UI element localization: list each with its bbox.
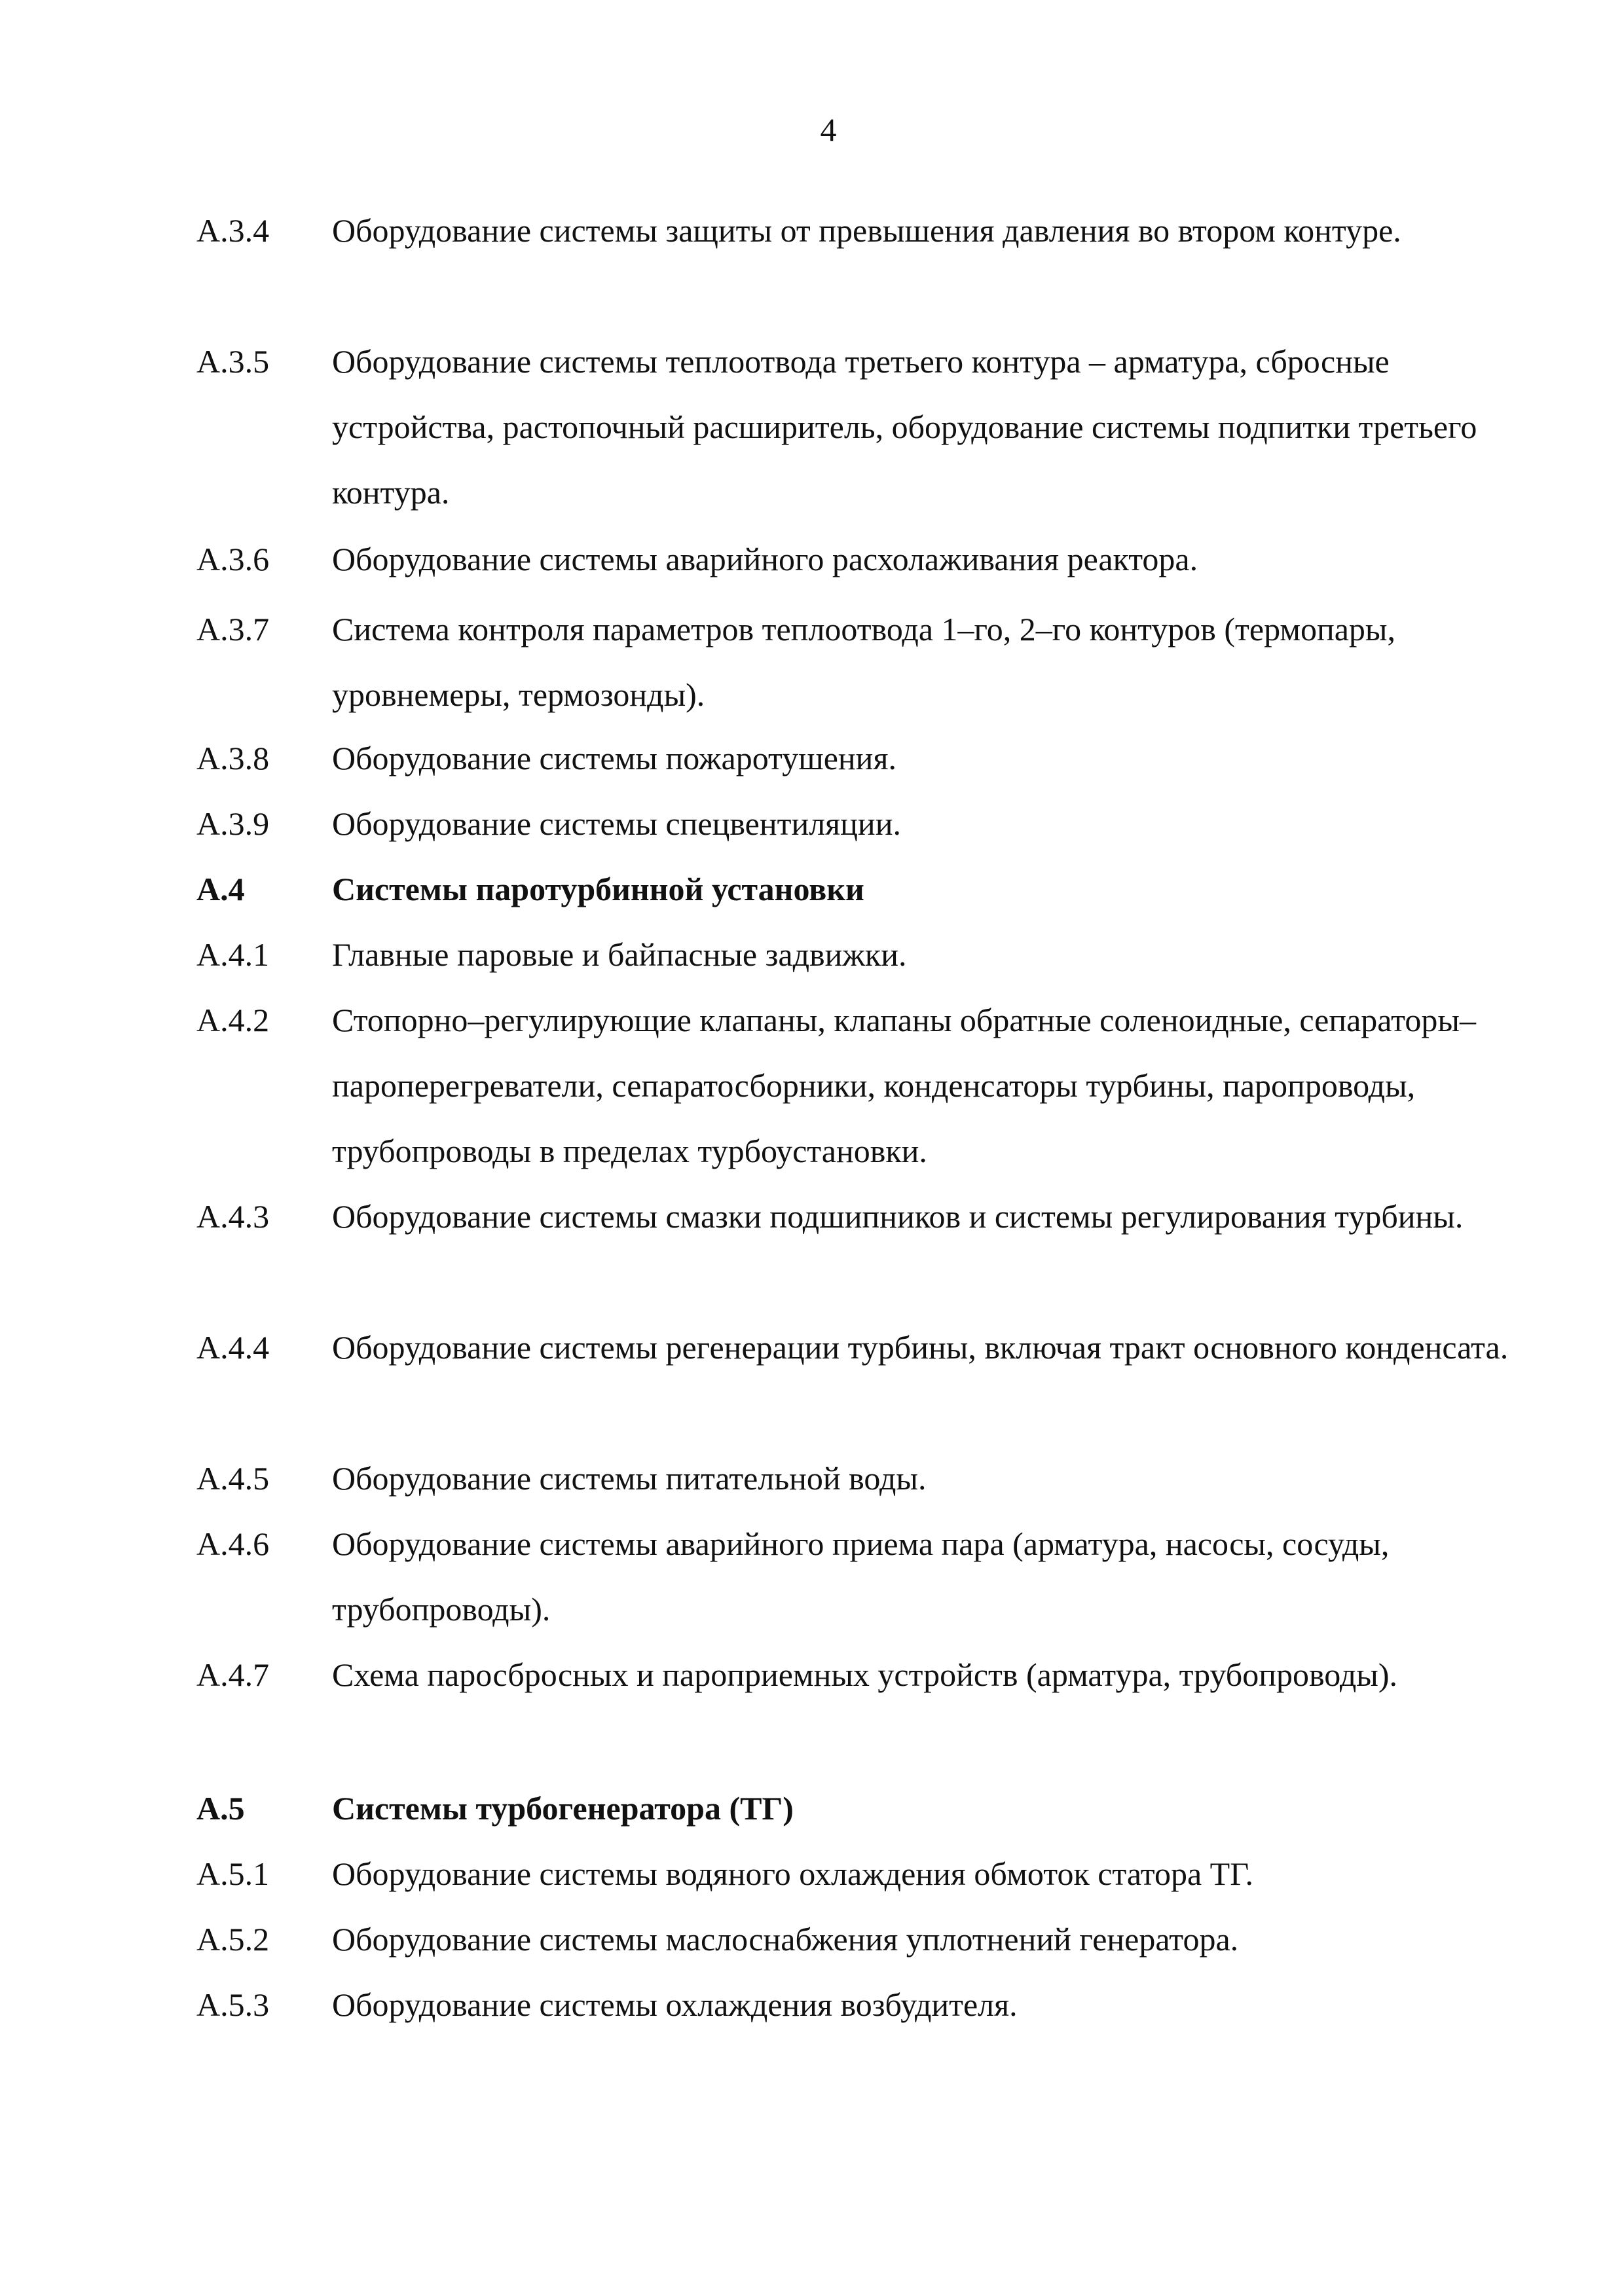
item-number: А.3.7: [196, 611, 270, 647]
item-number: А.4.5: [196, 1460, 270, 1497]
item-text: Оборудование системы защиты от превышения давления во втором контуре.: [332, 212, 1401, 249]
list-item-a-5-3: [196, 1972, 1545, 2037]
item-text: Стопорно–регулирующие клапаны, клапаны обратные соленоидные, сепараторы–пароперегреватели, сепаратосборники, конденсаторы турбины, паропроводы, трубопроводы в пределах турбоустановки.: [332, 1002, 1476, 1169]
item-text: Главные паровые и байпасные задвижки.: [332, 936, 907, 973]
item-text: Оборудование системы аварийного приема пара (арматура, насосы, сосуды, трубопроводы).: [332, 1525, 1390, 1628]
item-number: А.3.4: [196, 212, 270, 249]
item-text: Оборудование системы пожаротушения.: [332, 740, 896, 776]
item-text: Оборудование системы регенерации турбины, включая тракт основного конденсата.: [332, 1329, 1509, 1366]
item-text: Оборудование системы спецвентиляции.: [332, 805, 901, 842]
list-item-a-3-7: [196, 596, 1545, 727]
list-item-a-4-3: [196, 1184, 1545, 1249]
list-item-a-5-1: [196, 1841, 1545, 1906]
item-number: А.4.7: [196, 1656, 270, 1693]
list-item-a-3-4: [196, 198, 1545, 263]
list-item-a-3-9: [196, 791, 1545, 856]
item-text: Оборудование системы питательной воды.: [332, 1460, 927, 1497]
item-text: Оборудование системы охлаждения возбудителя.: [332, 1986, 1018, 2023]
section-heading-a-5: [196, 1776, 1545, 1841]
list-item-a-4-4: [196, 1315, 1545, 1380]
section-number: А.5: [196, 1790, 245, 1827]
item-text: Оборудование системы водяного охлаждения обмоток статора ТГ.: [332, 1855, 1253, 1892]
item-number: А.4.3: [196, 1198, 270, 1235]
section-title: Системы паротурбинной установки: [332, 871, 864, 907]
list-item-a-4-7: [196, 1642, 1545, 1707]
section-title: Системы турбогенератора (ТГ): [332, 1790, 794, 1827]
section-number: А.4: [196, 871, 245, 907]
item-text: Оборудование системы теплоотвода третьего контура – арматура, сбросные устройства, растопочный расширитель, оборудование системы подпитки третьего контура.: [332, 343, 1477, 511]
item-text: Схема паросбросных и пароприемных устройств (арматура, трубопроводы).: [332, 1656, 1398, 1693]
item-number: А.4.6: [196, 1525, 270, 1562]
section-heading-a-4: [196, 856, 1545, 922]
list-item-a-4-6: [196, 1511, 1545, 1642]
list-item-a-3-6: [196, 526, 1545, 592]
item-number: А.3.8: [196, 740, 270, 776]
item-number: А.4.1: [196, 936, 270, 973]
item-number: А.3.6: [196, 541, 270, 577]
list-item-a-4-5: [196, 1446, 1545, 1511]
item-number: А.5.2: [196, 1921, 270, 1958]
item-number: А.5.1: [196, 1855, 270, 1892]
item-text: Оборудование системы маслоснабжения уплотнений генератора.: [332, 1921, 1239, 1958]
item-text: Оборудование системы смазки подшипников и системы регулирования турбины.: [332, 1198, 1464, 1235]
list-item-a-4-1: [196, 922, 1545, 987]
item-text: Оборудование системы аварийного расхолаживания реактора.: [332, 541, 1198, 577]
list-item-a-3-8: [196, 725, 1545, 791]
item-text: Система контроля параметров теплоотвода 1–го, 2–го контуров (термопары, уровнемеры, термозонды).: [332, 611, 1395, 713]
list-item-a-5-2: [196, 1906, 1545, 1972]
list-item-a-4-2: [196, 987, 1545, 1184]
item-number: А.5.3: [196, 1986, 270, 2023]
item-number: А.3.9: [196, 805, 270, 842]
item-number: А.4.2: [196, 1002, 270, 1038]
item-number: А.3.5: [196, 343, 270, 380]
item-number: А.4.4: [196, 1329, 270, 1366]
list-item-a-3-5: [196, 329, 1545, 525]
page-number: 4: [820, 111, 837, 148]
